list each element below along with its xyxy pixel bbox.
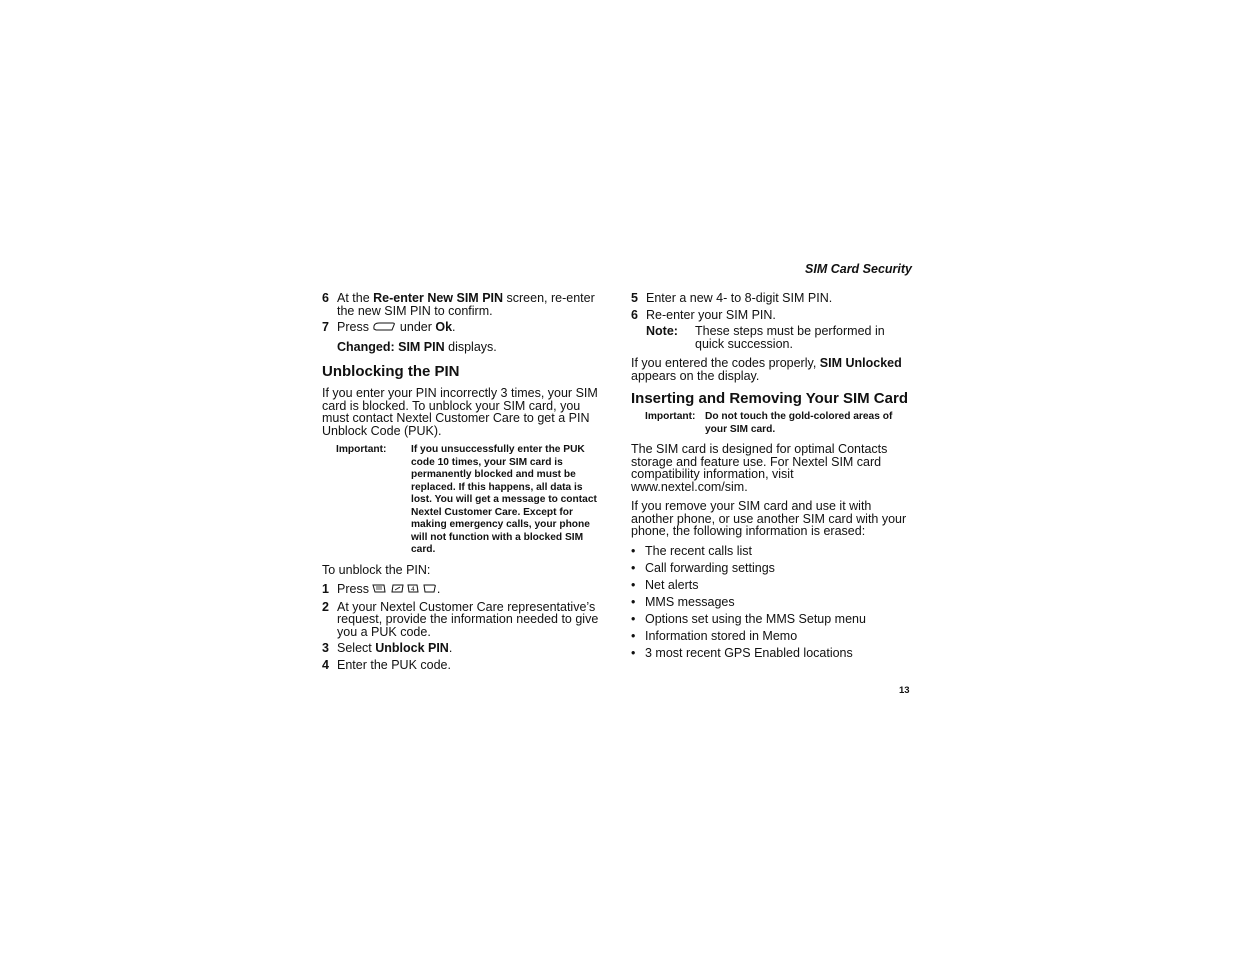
left-column bbox=[322, 292, 604, 675]
bullet-icon: • bbox=[631, 611, 636, 626]
list-item: • Call forwarding settings bbox=[631, 560, 775, 575]
step-6: 6 At the Re-enter New SIM PIN screen, re-enter the new SIM PIN to confirm. bbox=[322, 291, 595, 318]
bullet-icon: • bbox=[631, 645, 636, 660]
step-7: 7 Press under Ok. bbox=[322, 320, 456, 334]
note-succession: Note: These steps must be performed in quick succession. bbox=[646, 324, 885, 351]
important-note-gold: Important: Do not touch the gold-colored areas of your SIM card. bbox=[645, 411, 893, 435]
sim-unlocked-text: If you entered the codes properly, SIM Unlocked appears on the display. bbox=[631, 356, 902, 383]
list-item: • Net alerts bbox=[631, 577, 699, 592]
navigation-key-icon bbox=[390, 583, 404, 597]
to-unblock-text: To unblock the PIN: bbox=[322, 562, 431, 577]
erased-info-list bbox=[631, 545, 913, 660]
list-item: • Information stored in Memo bbox=[631, 628, 798, 643]
step-2: 2 At your Nextel Customer Care representative’s request, provide the information needed to give you a PUK code. bbox=[322, 599, 599, 639]
inserting-heading: Inserting and Removing Your SIM Card bbox=[631, 390, 908, 407]
step-1: 1 Press 4 . bbox=[322, 582, 441, 596]
sim-remove-paragraph: If you remove your SIM card and use it with another phone, or use another SIM card with your phone, the following information is erased: bbox=[631, 499, 907, 538]
list-item: • The recent calls list bbox=[631, 543, 752, 558]
list-item: • MMS messages bbox=[631, 594, 735, 609]
unblocking-heading: Unblocking the PIN bbox=[322, 363, 460, 380]
bullet-icon: • bbox=[631, 577, 636, 592]
unblocking-intro: If you enter your PIN incorrectly 3 times, your SIM card is blocked. To unblock your SIM card, you must contact Nextel Customer Care to get a PIN Unblock Code (PUK). bbox=[322, 386, 598, 438]
list-item: • 3 most recent GPS Enabled locations bbox=[631, 645, 853, 660]
step-5: 5 Enter a new 4- to 8-digit SIM PIN. bbox=[631, 291, 833, 305]
svg-text:4: 4 bbox=[411, 586, 416, 593]
right-softkey-icon bbox=[372, 321, 396, 335]
bullet-icon: • bbox=[631, 594, 636, 609]
sim-design-paragraph: The SIM card is designed for optimal Contacts storage and feature use. For Nextel SIM card compatibility information, visit www.nextel.com/sim. bbox=[631, 442, 888, 494]
right-column bbox=[631, 292, 913, 664]
menu-key-icon bbox=[372, 583, 386, 597]
bullet-icon: • bbox=[631, 628, 636, 643]
left-key-icon bbox=[407, 583, 419, 597]
page-number: 13 bbox=[899, 685, 910, 696]
step-3: 3 Select Unblock PIN. bbox=[322, 641, 453, 655]
step-6-reenter: 6 Re-enter your SIM PIN. bbox=[631, 307, 776, 322]
changed-message: Changed: SIM PIN displays. bbox=[337, 339, 497, 354]
bullet-icon: • bbox=[631, 560, 636, 575]
step-4: 4 Enter the PUK code. bbox=[322, 657, 451, 672]
bullet-icon: • bbox=[631, 543, 636, 558]
running-header: SIM Card Security bbox=[805, 262, 912, 276]
list-item: • Options set using the MMS Setup menu bbox=[631, 611, 866, 626]
right-key-icon bbox=[423, 583, 437, 597]
important-note-puk: Important: If you unsuccessfully enter the PUK code 10 times, your SIM card is permanently blocked and must be replaced. If this happens, all data is lost. You will get a message to contact Nextel Customer Care. Except for making emergency calls, your phone will not function with a blocked SIM card. bbox=[336, 444, 597, 555]
